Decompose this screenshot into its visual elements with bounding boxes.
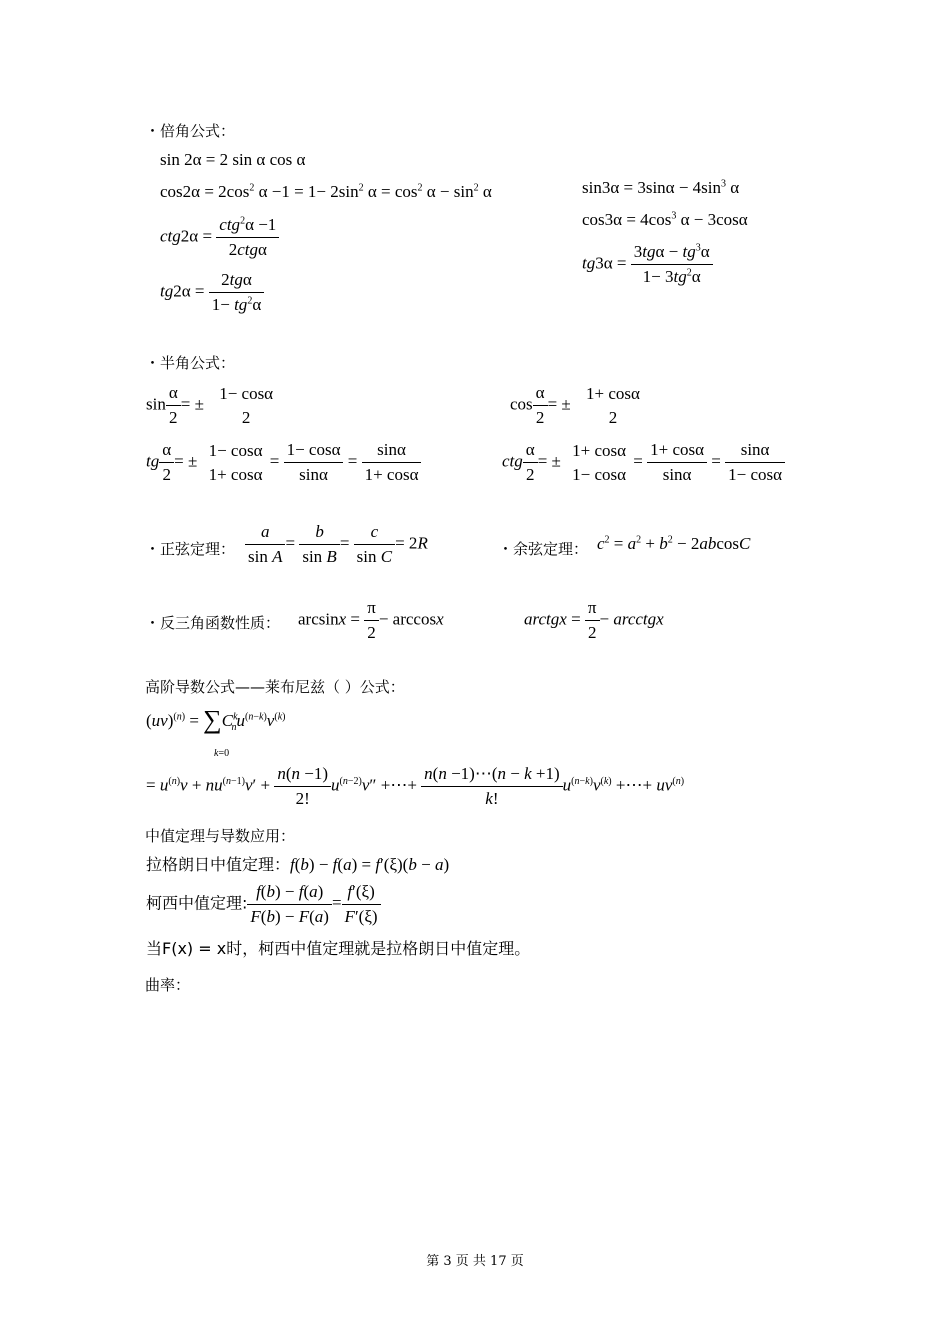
section-mean-value: 中值定理与导数应用： — [145, 827, 296, 845]
formula-leibniz-sum: $(uv)^{(n)} = \sum C^k_nu^{(n-k)}v^{(k)}$ — [146, 705, 286, 734]
formula-arctg: arctgx = $\frac{\pi}{2}$ − arcctgx — [524, 598, 664, 642]
remark-prefix: 当F(x) = x时， — [146, 939, 259, 958]
formula-cos-half: cos $\frac{\alpha}{2}$ = ± 1+ cosα 2 — [510, 383, 640, 427]
section-sine-law: ・正弦定理： — [145, 540, 236, 558]
section-leibniz: 高阶导数公式——莱布尼兹（ ）公式： — [145, 678, 405, 696]
formula-leibniz-expansion: = $u^{(n)}v + nu^{(n-1)}v'$ + $\frac{n(n -1)}{2!}$ $u^{(n-2)}v''$ +⋯+ $\frac{n(n -1)\cdots(n - k +1)}{k!}$ $u^{(n-k)}v^{(k)}$ +⋯+ $uv^{(n)}$ — [146, 764, 685, 808]
formula-arcsin: arcsinx = $\frac{\pi}{2}$ − arccosx — [298, 598, 444, 642]
page-footer: 第 3 页 共 17 页 — [426, 1254, 524, 1269]
section-half-angle: ・半角公式： — [145, 354, 236, 372]
formula-cauchy: 柯西中值定理: $\frac{f(b) - f(a)}{F(b) - F(a)}$ = $\frac{f'(\xi)}{F'(\xi)}$ — [146, 880, 381, 929]
sum-lower-limit: k=0 — [214, 748, 230, 759]
formula-sin2a: sin 2α = 2 sin α cos α — [160, 150, 306, 169]
cauchy-label: 柯西中值定理: — [146, 893, 248, 913]
formula-cosine-law: $c^2 = a^2 + b^2 - 2abcosC$ — [597, 534, 751, 553]
formula-ctg-half: ctg $\frac{\alpha}{2}$ = ± 1+ cosα 1− cosα = $\frac{1+ \cos\alpha}{\sin\alpha}$ = $\frac{\sin\alpha}{1- \cos\alpha}$ — [502, 438, 785, 487]
remark-rest: 柯西中值定理就是拉格朗日中值定理。 — [258, 939, 531, 958]
formula-ctg2a: ctg2α = $\frac{ctg^2\alpha -1}{\text{2ctgα}}$ — [160, 213, 279, 262]
section-curvature: 曲率： — [145, 976, 191, 994]
formula-lagrange: 拉格朗日中值定理：f(b) − f(a) = f′(ξ)(b − a) — [146, 855, 450, 874]
section-double-angle: ・倍角公式： — [145, 122, 236, 140]
formula-cos2a: $\cos 2\alpha = 2\cos^2$ $\alpha -1 = 1- 2\sin^2$ $\alpha = \cos^2 \alpha - \sin^2 \alpha$ — [160, 182, 492, 201]
formula-sin3a: $\sin 3\alpha = 3\sin\alpha - 4\sin^3$ α — [582, 178, 740, 197]
section-inverse-trig: ・反三角函数性质： — [145, 614, 281, 632]
formula-sin-half: sin $\frac{\alpha}{2}$ = ± 1− cosα 2 — [146, 383, 274, 427]
formula-tg-half: tg $\frac{\alpha}{2}$ = ± 1− cosα 1+ cosα = $\frac{1- \cos\alpha}{\sin\alpha}$ = $\frac{\sin\alpha}{1+ \cos\alpha}$ — [146, 438, 421, 487]
formula-cos3a: $\cos 3\alpha = 4\cos^3$ α − 3cosα — [582, 210, 748, 229]
formula-sine-law: $\frac{a}{\text{sin A}}$ = $\frac{b}{\text{sin B}}$ = $\frac{c}{\text{sin C}}$ = 2R — [245, 520, 428, 569]
cauchy-remark — [146, 936, 530, 959]
section-cosine-law: ・余弦定理： — [498, 540, 589, 558]
formula-tg2a: tg2α = $\frac{\text{2tgα}}{1- tg^2\alpha}$ — [160, 268, 264, 317]
formula-tg3a: tg3α = $\frac{3tg\alpha - tg^3\alpha}{1- 3tg^2\alpha}$ — [582, 240, 713, 289]
lagrange-label: 拉格朗日中值定理： — [146, 855, 291, 874]
